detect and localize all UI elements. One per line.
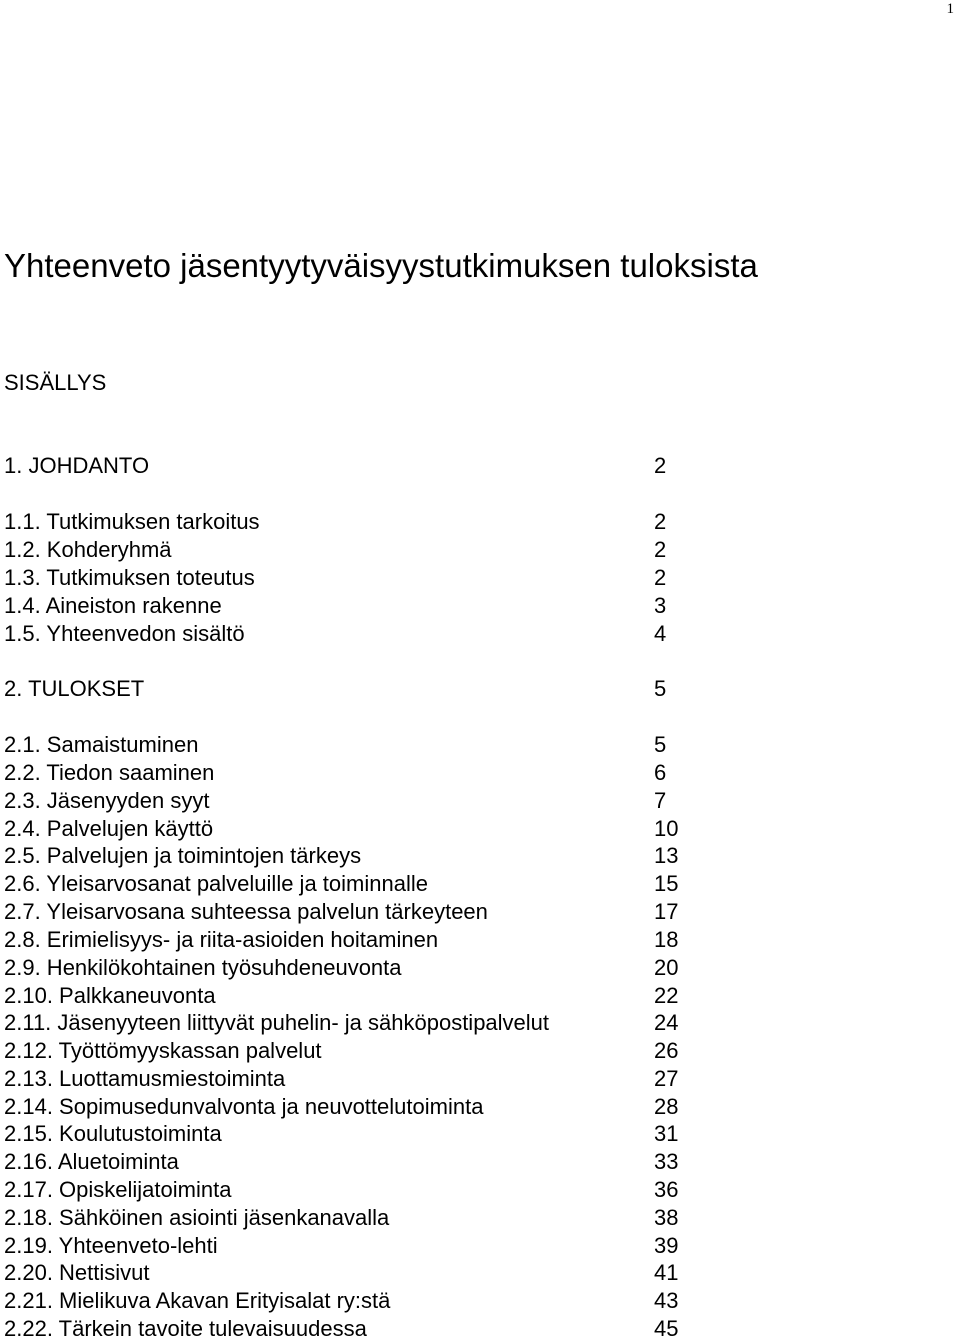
- toc-entry: [4, 564, 704, 592]
- toc-entry: [4, 842, 704, 870]
- toc-entry-page: 18: [654, 927, 679, 952]
- toc-entry: [4, 870, 704, 898]
- toc-entry: [4, 1065, 704, 1093]
- toc-entry-label: 2.6. Yleisarvosanat palveluille ja toiminnalle: [4, 871, 428, 896]
- toc-entry: [4, 982, 704, 1010]
- toc-entry-label: 2.21. Mielikuva Akavan Erityisalat ry:stä: [4, 1288, 391, 1313]
- toc-entry: [4, 675, 704, 703]
- toc-entry: [4, 1176, 704, 1204]
- toc-entry-label: 2.13. Luottamusmiestoiminta: [4, 1066, 286, 1091]
- toc-entry-label: 2.10. Palkkaneuvonta: [4, 983, 216, 1008]
- toc-entry: [4, 1037, 704, 1065]
- toc-entry-label: 1.1. Tutkimuksen tarkoitus: [4, 509, 260, 534]
- toc-entry-label: 2. TULOKSET: [4, 676, 145, 701]
- toc-entry-page: 43: [654, 1288, 679, 1313]
- toc-entry-page: 27: [654, 1066, 679, 1091]
- toc-entry-page: 3: [654, 593, 667, 618]
- toc-entry: [4, 815, 704, 843]
- toc-entry-label: 1.2. Kohderyhmä: [4, 537, 172, 562]
- toc-entry-page: 36: [654, 1177, 679, 1202]
- toc-entry-page: 6: [654, 760, 667, 785]
- toc-entry-label: 2.7. Yleisarvosana suhteessa palvelun tärkeyteen: [4, 899, 488, 924]
- toc-entry-label: 2.15. Koulutustoiminta: [4, 1121, 222, 1146]
- toc-entry-label: 2.11. Jäsenyyteen liittyvät puhelin- ja sähköpostipalvelut: [4, 1010, 550, 1035]
- toc-entry-page: 45: [654, 1316, 679, 1341]
- toc-entry: [4, 954, 704, 982]
- toc-entry-page: 33: [654, 1149, 679, 1174]
- toc-entry-page: 17: [654, 899, 679, 924]
- toc-entry-label: 2.12. Työttömyyskassan palvelut: [4, 1038, 322, 1063]
- toc-entry-label: 1. JOHDANTO: [4, 453, 150, 478]
- toc-entry-label: 2.9. Henkilökohtainen työsuhdeneuvonta: [4, 955, 402, 980]
- toc-entry-page: 13: [654, 843, 679, 868]
- page-number: 1: [946, 1, 954, 17]
- toc-entry: [4, 926, 704, 954]
- toc-entry-label: 2.17. Opiskelijatoiminta: [4, 1177, 232, 1202]
- toc-entry: [4, 787, 704, 815]
- toc-entry-label: 2.14. Sopimusedunvalvonta ja neuvottelutoiminta: [4, 1094, 484, 1119]
- toc-entry-page: 15: [654, 871, 679, 896]
- toc-entry: [4, 898, 704, 926]
- toc-entry-label: 2.8. Erimielisyys- ja riita-asioiden hoitaminen: [4, 927, 439, 952]
- toc-entry-page: 10: [654, 816, 679, 841]
- toc-entry-label: 1.5. Yhteenvedon sisältö: [4, 621, 245, 646]
- toc-entry-label: 2.2. Tiedon saaminen: [4, 760, 215, 785]
- toc-entry-label: 2.20. Nettisivut: [4, 1260, 150, 1285]
- toc-entry-label: 2.3. Jäsenyyden syyt: [4, 788, 210, 813]
- toc-entry-page: 28: [654, 1094, 679, 1119]
- toc-entry-page: 2: [654, 509, 667, 534]
- toc-entry-page: 38: [654, 1205, 679, 1230]
- toc-entry: [4, 1287, 704, 1315]
- toc-entry-label: 2.19. Yhteenveto-lehti: [4, 1233, 218, 1258]
- toc-entry-label: 2.16. Aluetoiminta: [4, 1149, 179, 1174]
- toc-entry: [4, 1148, 704, 1176]
- toc-entry-page: 2: [654, 565, 667, 590]
- toc-entry-label: 1.4. Aineiston rakenne: [4, 593, 222, 618]
- toc-entry-page: 5: [654, 676, 667, 701]
- toc-entry: [4, 759, 704, 787]
- toc-entry-label: 2.1. Samaistuminen: [4, 732, 199, 757]
- toc-entry-page: 24: [654, 1010, 679, 1035]
- toc-heading: SISÄLLYS: [4, 370, 107, 395]
- toc-entry: [4, 1009, 704, 1037]
- toc-entry-page: 2: [654, 453, 667, 478]
- toc-entry: [4, 620, 704, 648]
- toc-entry-page: 41: [654, 1260, 679, 1285]
- toc-entry-page: 39: [654, 1233, 679, 1258]
- toc-entry: [4, 592, 704, 620]
- toc-entry: [4, 1093, 704, 1121]
- toc-entry-page: 2: [654, 537, 667, 562]
- toc-entry: [4, 1259, 704, 1287]
- toc-entry-label: 2.5. Palvelujen ja toimintojen tärkeys: [4, 843, 362, 868]
- toc-entry: [4, 1232, 704, 1260]
- document-title: Yhteenveto jäsentyytyväisyystutkimuksen tuloksista: [4, 247, 758, 284]
- toc-entry-page: 7: [654, 788, 667, 813]
- toc-entry-label: 2.4. Palvelujen käyttö: [4, 816, 214, 841]
- toc-entry: [4, 1204, 704, 1232]
- toc-entry-label: 1.3. Tutkimuksen toteutus: [4, 565, 255, 590]
- toc-entry: [4, 508, 704, 536]
- toc-entry-page: 5: [654, 732, 667, 757]
- toc-entry-page: 31: [654, 1121, 679, 1146]
- toc-entry: [4, 731, 704, 759]
- toc-entry-label: 2.18. Sähköinen asiointi jäsenkanavalla: [4, 1205, 390, 1230]
- toc-entry-page: 26: [654, 1038, 679, 1063]
- toc-entry-label: 2.22. Tärkein tavoite tulevaisuudessa: [4, 1316, 367, 1341]
- toc-entry: [4, 452, 704, 480]
- toc-entry-page: 22: [654, 983, 679, 1008]
- toc-entry-page: 20: [654, 955, 679, 980]
- toc-entry: [4, 536, 704, 564]
- toc-entry: [4, 1120, 704, 1148]
- toc-entry-page: 4: [654, 621, 667, 646]
